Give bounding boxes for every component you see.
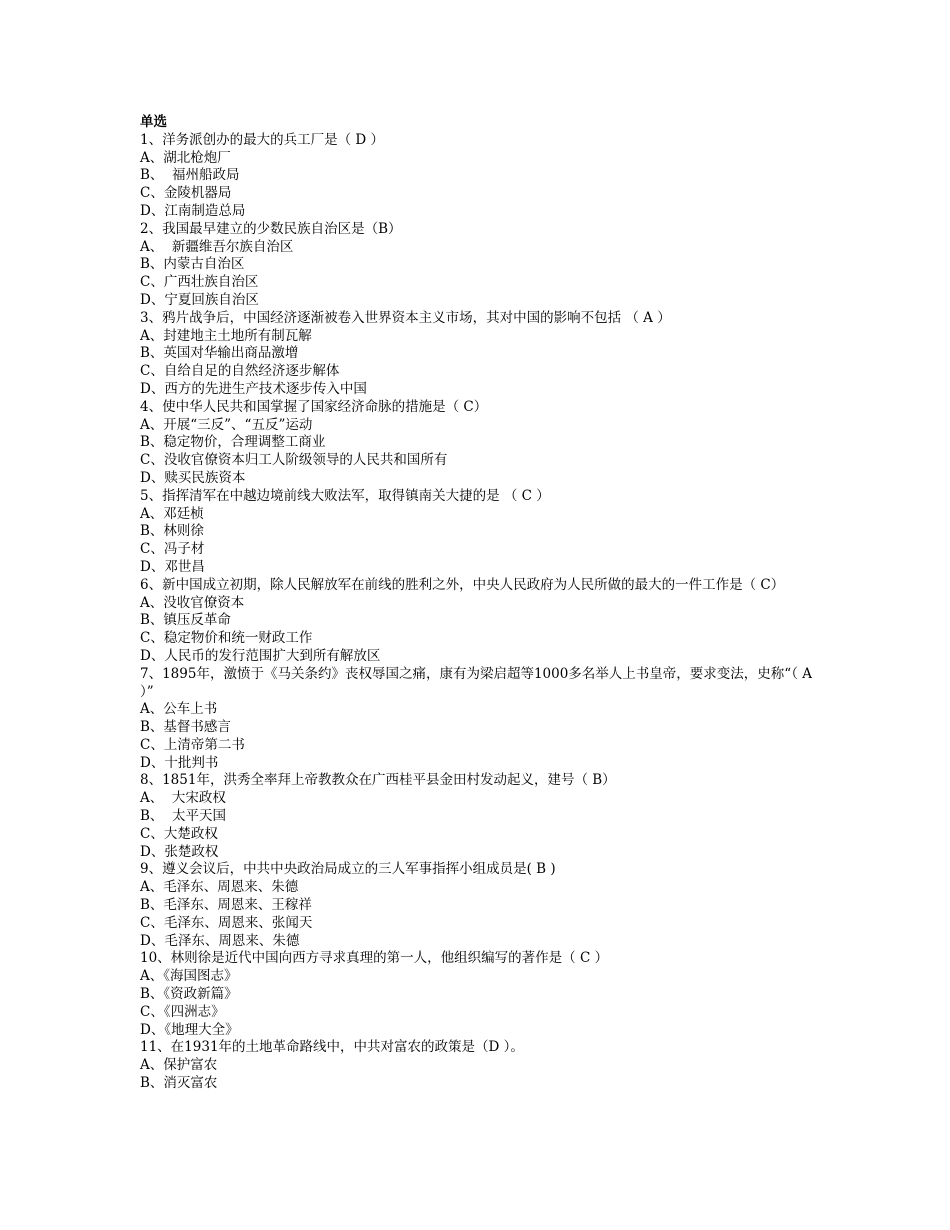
answer-option: B、英国对华输出商品激增 — [140, 345, 299, 362]
question-text: 2、我国最早建立的少数民族自治区是（B） — [140, 220, 402, 237]
answer-option: B、 福州船政局 — [140, 167, 240, 184]
answer-option: A、开展“三反”、“五反”运动 — [140, 416, 313, 433]
answer-option: A、《海国图志》 — [140, 968, 238, 985]
answer-option: A、 新疆维吾尔族自治区 — [140, 238, 294, 255]
question-block — [140, 488, 820, 577]
answer-option: A、封建地主土地所有制瓦解 — [140, 327, 312, 344]
answer-option: B、毛泽东、周恩来、王稼祥 — [140, 897, 312, 914]
questions-container — [140, 132, 820, 1093]
answer-option: A、公车上书 — [140, 701, 218, 718]
question-block — [140, 772, 820, 861]
answer-option: D、《地理大全》 — [140, 1021, 239, 1038]
answer-option: A、毛泽东、周恩来、朱德 — [140, 879, 299, 896]
question-text: 9、遵义会议后，中共中央政治局成立的三人军事指挥小组成员是( B ) — [140, 861, 556, 878]
answer-option: D、西方的先进生产技术逐步传入中国 — [140, 380, 367, 397]
answer-option: B、基督书感言 — [140, 719, 231, 736]
answer-option: A、没收官僚资本 — [140, 594, 245, 611]
answer-option: C、金陵机器局 — [140, 185, 232, 202]
answer-option: C、毛泽东、周恩来、张闻天 — [140, 914, 313, 931]
question-block — [140, 861, 820, 950]
answer-option: A、 大宋政权 — [140, 790, 226, 807]
answer-option: D、江南制造总局 — [140, 202, 246, 219]
answer-option: B、内蒙古自治区 — [140, 256, 245, 273]
question-block — [140, 310, 820, 399]
answer-option: D、张楚政权 — [140, 843, 219, 860]
question-text: 8、1851年，洪秀全率拜上帝教教众在广西桂平县金田村发动起义，建号（ B） — [140, 772, 616, 789]
answer-option: D、毛泽东、周恩来、朱德 — [140, 932, 300, 949]
answer-option: B、《资政新篇》 — [140, 986, 238, 1003]
answer-option: A、保护富农 — [140, 1057, 218, 1074]
question-text: 3、鸦片战争后，中国经济逐渐被卷入世界资本主义市场，其对中国的影响不包括 （ A ） — [140, 309, 671, 326]
answer-option: B、稳定物价，合理调整工商业 — [140, 434, 326, 451]
answer-option: B、林则徐 — [140, 523, 204, 540]
question-block — [140, 950, 820, 1039]
answer-option: C、没收官僚资本归工人阶级领导的人民共和国所有 — [140, 452, 448, 469]
answer-option: A、邓廷桢 — [140, 505, 204, 522]
question-list — [140, 114, 820, 1093]
answer-option: C、稳定物价和统一财政工作 — [140, 630, 313, 647]
question-text: 5、指挥清军在中越边境前线大败法军，取得镇南关大捷的是 （ C ） — [140, 487, 550, 504]
section-title: 单选 — [140, 114, 167, 130]
answer-option: D、赎买民族资本 — [140, 469, 246, 486]
answer-option: D、十批判书 — [140, 754, 219, 771]
question-block — [140, 132, 820, 221]
answer-option: D、人民币的发行范围扩大到所有解放区 — [140, 647, 381, 664]
answer-option: B、 太平天国 — [140, 808, 227, 825]
answer-option: D、宁夏回族自治区 — [140, 291, 259, 308]
answer-option: A、湖北枪炮厂 — [140, 149, 231, 166]
question-text: 4、使中华人民共和国掌握了国家经济命脉的措施是（ C） — [140, 398, 488, 415]
answer-option: B、镇压反革命 — [140, 612, 231, 629]
answer-option: C、大楚政权 — [140, 825, 218, 842]
question-block — [140, 666, 820, 773]
question-text: 7、1895年，激愤于《马关条约》丧权辱国之痛，康有为梁启超等1000多名举人上书皇帝，要求变法，史称“（ A ）” — [140, 665, 812, 700]
answer-option: C、广西壮族自治区 — [140, 274, 259, 291]
answer-option: B、消灭富农 — [140, 1075, 218, 1092]
question-block — [140, 1039, 820, 1092]
question-text: 6、新中国成立初期，除人民解放军在前线的胜利之外，中央人民政府为人民所做的最大的一件工作是（ C） — [140, 576, 785, 593]
question-block — [140, 221, 820, 310]
question-block — [140, 399, 820, 488]
answer-option: C、冯子材 — [140, 541, 205, 558]
question-text: 11、在1931年的土地革命路线中，中共对富农的政策是（D ）。 — [140, 1039, 524, 1056]
question-block — [140, 577, 820, 666]
answer-option: C、上清帝第二书 — [140, 736, 245, 753]
answer-option: C、《四洲志》 — [140, 1003, 225, 1020]
answer-option: D、邓世昌 — [140, 558, 205, 575]
answer-option: C、自给自足的自然经济逐步解体 — [140, 363, 340, 380]
question-text: 1、洋务派创办的最大的兵工厂是（ D ） — [140, 131, 384, 148]
question-text: 10、林则徐是近代中国向西方寻求真理的第一人，他组织编写的著作是（ C ） — [140, 950, 609, 967]
